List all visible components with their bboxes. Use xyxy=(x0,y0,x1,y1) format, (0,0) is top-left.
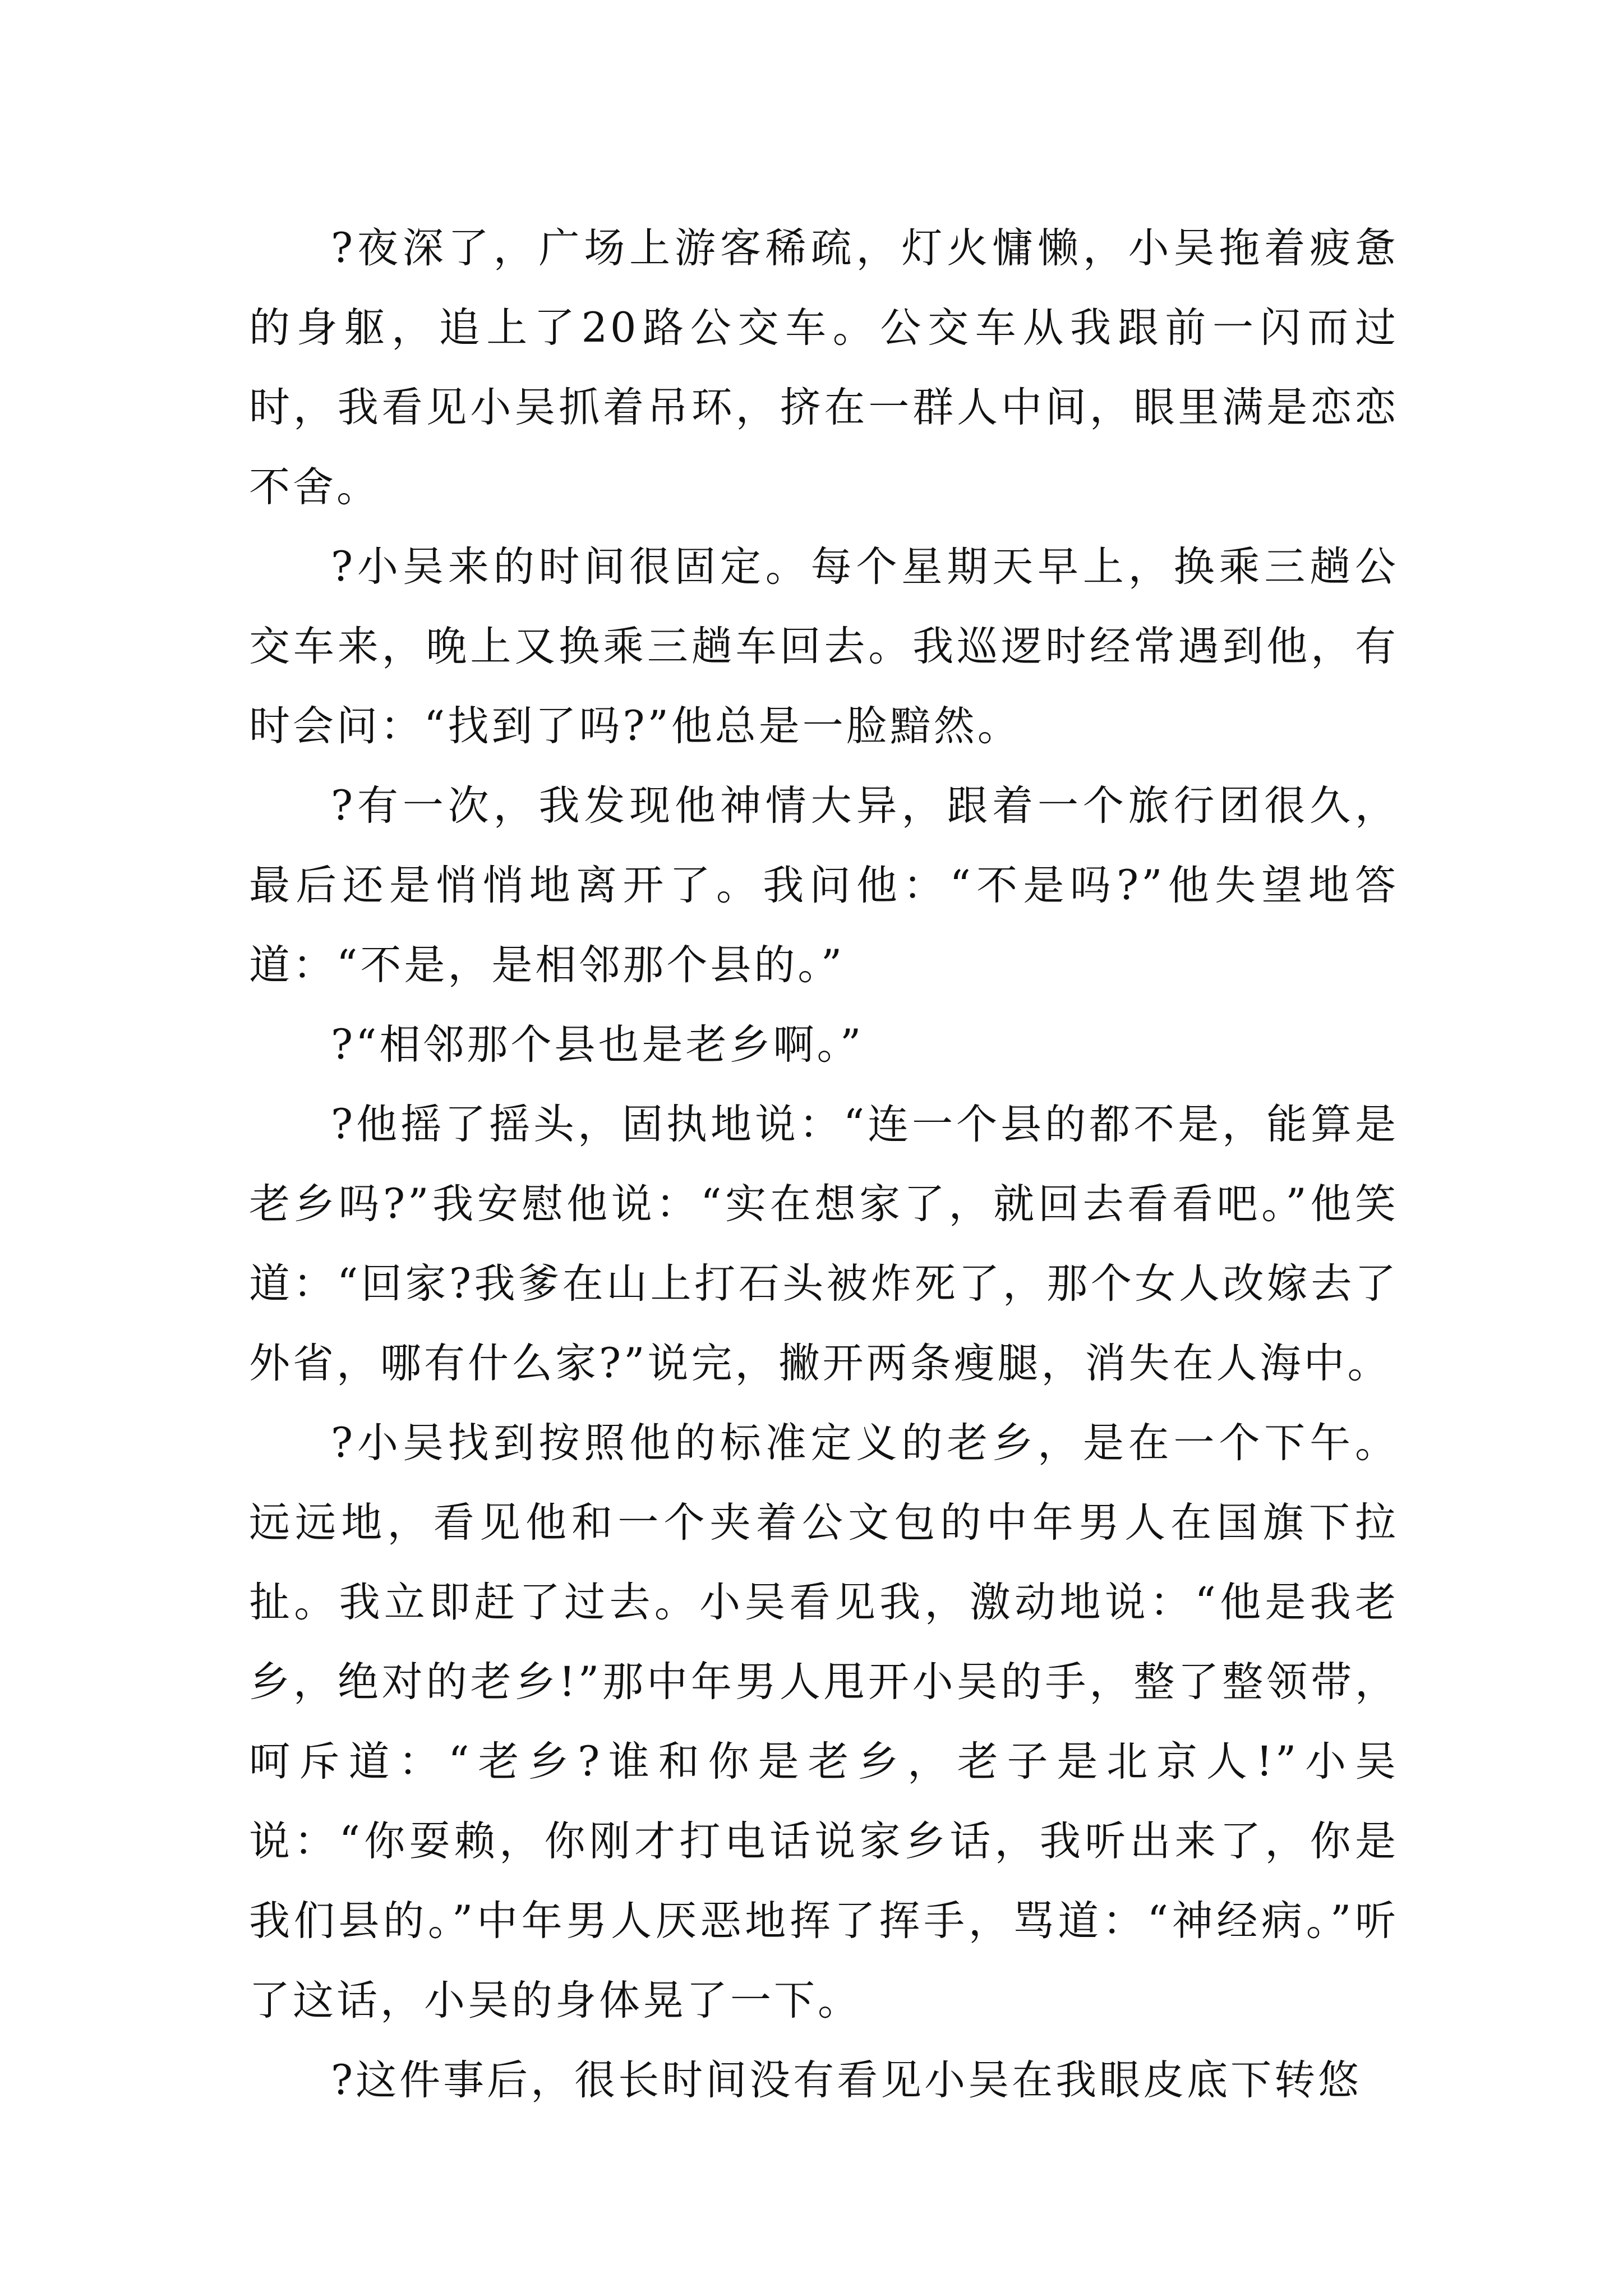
story-text xyxy=(249,209,1399,2120)
paragraph-5: ?他摇了摇头，固执地说：“连一个县的都不是，能算是老乡吗?”我安慰他说：“实在想家了，就回去看看吧。”他笑道：“回家?我爹在山上打石头被炸死了，那个女人改嫁去了外省，哪有什么家?”说完，撇开两条瘦腿，消失在人海中。 xyxy=(249,1101,1399,1387)
paragraph-3: ?有一次，我发现他神情大异，跟着一个旅行团很久，最后还是悄悄地离开了。我问他：“不是吗?”他失望地答道：“不是，是相邻那个县的。” xyxy=(249,782,1399,989)
paragraph-4: ?“相邻那个县也是老乡啊。” xyxy=(331,1021,864,1069)
paragraph-1: ?夜深了，广场上游客稀疏，灯火慵懒，小吴拖着疲惫的身躯，追上了20路公交车。公交车从我跟前一闪而过时，我看见小吴抓着吊环，挤在一群人中间，眼里满是恋恋不舍。 xyxy=(249,224,1399,511)
paragraph-2: ?小吴来的时间很固定。每个星期天早上，换乘三趟公交车来，晚上又换乘三趟车回去。我巡逻时经常遇到他，有时会问：“找到了吗?”他总是一脸黯然。 xyxy=(249,543,1399,750)
paragraph-7: ?这件事后，很长时间没有看见小吴在我眼皮底下转悠 xyxy=(331,2056,1362,2104)
paragraph-6: ?小吴找到按照他的标准定义的老乡，是在一个下午。远远地，看见他和一个夹着公文包的中年男人在国旗下拉扯。我立即赶了过去。小吴看见我，激动地说：“他是我老乡，绝对的老乡!”那中年男人甩开小吴的手，整了整领带，呵斥道：“老乡?谁和你是老乡，老子是北京人!”小吴说：“你耍赖，你刚才打电话说家乡话，我听出来了，你是我们县的。”中年男人厌恶地挥了挥手，骂道：“神经病。”听了这话，小吴的身体晃了一下。 xyxy=(249,1419,1399,2024)
